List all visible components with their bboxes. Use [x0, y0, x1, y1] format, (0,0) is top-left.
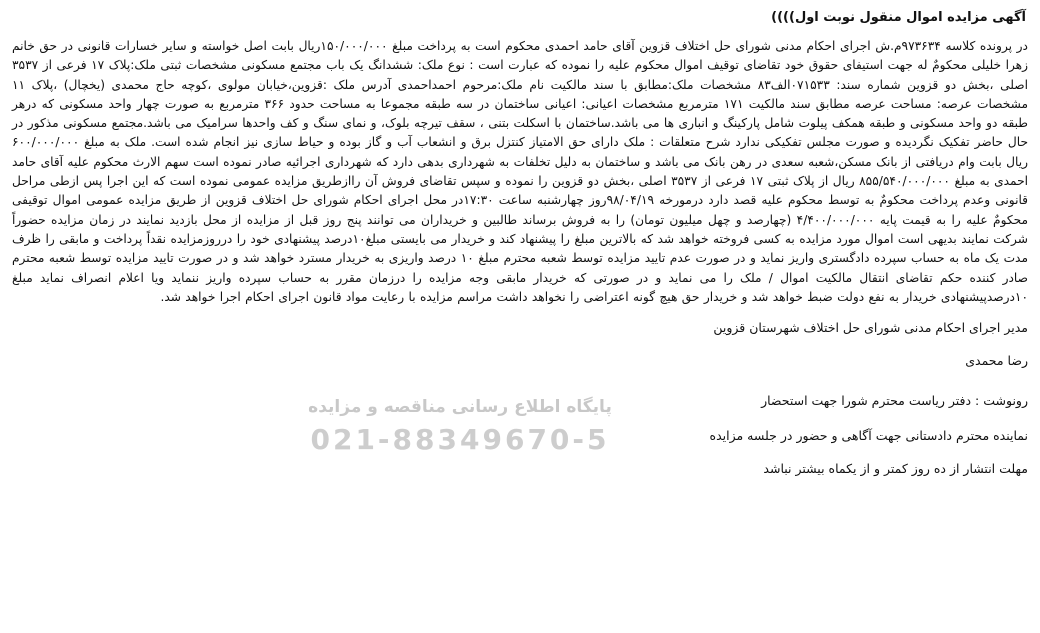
signer-title: مدیر اجرای احکام مدنی شورای حل اختلاف شهرستان قزوین [713, 320, 1028, 336]
watermark-text: پایگاه اطلاع رسانی مناقصه و مزایده [308, 397, 612, 417]
publication-deadline: مهلت انتشار از ده روز کمتر و از یکماه بیشتر نباشد [763, 461, 1028, 477]
cc-recipient-2: نماینده محترم دادستانی جهت آگاهی و حضور در جلسه مزایده [709, 428, 1028, 444]
watermark-phone: 021-88349670-5 [310, 423, 610, 456]
signer-name: رضا محمدی [965, 353, 1028, 369]
notice-body: در پرونده کلاسه ۹۷۳۶۳۴م.ش اجرای احکام مدنی شورای حل اختلاف قزوین آقای حامد احمدی محکوم است به پرداخت مبلغ ۱۵۰/۰۰۰/۰۰۰ریال بابت اصل خواسته و سایر خسارات قانونی در حق خانم زهرا خلیلی محکومٌ له جهت استیفای حقوق خود تقاضای توقیف اموال محکوم علیه را نموده که عبارت است : نوع ملک: ششدانگ یک باب مجتمع مسکونی مشخصات ثبتی ملک:پلاک ۱۷ فرعی از ۳۵۳۷ اصلی ،بخش دو قزوین شماره سند: ۰۷۱۵۳۳الف۸۳ مشخصات ملک:مطابق با سند مالکیت نام ملک:مرحوم احمداحمدی آدرس ملک :قزوین،خیابان مولوی ،کوچه حاج محمدی (یخچال) ،پلاک ۱۱ مشخصات عرصه: مساحت عرصه مطابق سند مالکیت ۱۷۱ مترمربع مشخصات اعیانی: اعیانی ساختمان در سه طبقه مجموعا به مساحت حدود ۳۶۶ مترمربع به صورت چهار واحد مسکونی که درهر طبقه دو واحد مسکونی و طبقه همکف پیلوت شامل پارکینگ و انباری ها می باشد.ساختمان با اسکلت بتنی ، سقف تیرچه بلوک، و نمای سنگ و کف واحدها سرامیک می باشد.مجتمع مسکونی مذکور در حال حاضر تفکیک نگردیده و صورت مجلس تفکیکی ندارد شرح متعلقات : ملک دارای حق الامتیاز کنتزل برق و انشعاب آب و گاز بوده و حیاط سازی نیز انجام شده است. ملک به مبلغ ۶۰۰/۰۰۰/۰۰۰ ریال بابت وام دریافتی از بانک مسکن،شعبه سعدی در رهن بانک می باشد و ساختمان به دلیل تخلفات به شهرداری بدهی دارد که شهرداری اجرائیه صادر نموده است سهم الارث محکوم علیه آقای حامد احمدی به مبلغ ۸۵۵/۵۴۰/۰۰۰/۰۰۰ ریال از پلاک ثبتی ۱۷ فرعی از ۳۵۳۷ اصلی ،بخش دو قزوین را نموده و سپس تقاضای فروش آن راازطریق مزایده عمومی نموده است که این اجرا پس ازطی مراحل قانونی وعدم پرداخت محکومٌ به توسط محکوم علیه قصد دارد درمورخه ۹۸/۰۴/۱۹روز چهارشنبه ساعت ۱۷:۳۰در محل اجرای احکام شورای حل اختلاف قزوین از طریق مزایده عمومی اموال توقیفی محکومٌ علیه را به قیمت پایه ۴/۴۰۰/۰۰۰/۰۰۰ (چهارصد و چهل میلیون تومان) را به فروش برساند طالبین و خریداران می توانند پنج روز قبل از مزایده از محل بازدید نمایند در زمان مزایده حضوراً شرکت نمایند بدیهی است اموال مورد مزایده به کسی فروخته خواهد شد که بالاترین مبلغ را پیشنهاد کند و خریدار می بایستی مبلغ۱۰درصد پیشنهادی خود را درروزمزایده نقداً پرداخت و مابقی را ظرف مدت یک ماه به حساب سپرده دادگستری واریز نماید و در صورت عدم تایید مزایده توسط شعبه محترم مبلغ ۱۰ درصد واریزی به خریدار مسترد خواهد شد و در صورت تایید مزایده توسط شعبه محترم صادر کننده حکم تقاضای انتقال مالکیت اموال / ملک را می نماید و در صورتی که خریدار مابقی وجه مزایده را درزمان مقرر به حساب سپرده واریز ننماید ویا اعلام انصراف نماید مبلغ ۱۰درصدپیشنهادی خریدار به نفع دولت ضبط خواهد شد و خریدار حق هیچ گونه اعتراضی را نخواهد داشت مراسم مزایده با رعایت مواد قانون اجرای احکام اجرا خواهد شد. [12, 39, 1029, 304]
notice-title: آگهی مزایده اموال منقول نوبت اول)))) [771, 10, 1026, 25]
cc-recipient-1: رونوشت : دفتر ریاست محترم شورا جهت استحضار [761, 393, 1028, 409]
